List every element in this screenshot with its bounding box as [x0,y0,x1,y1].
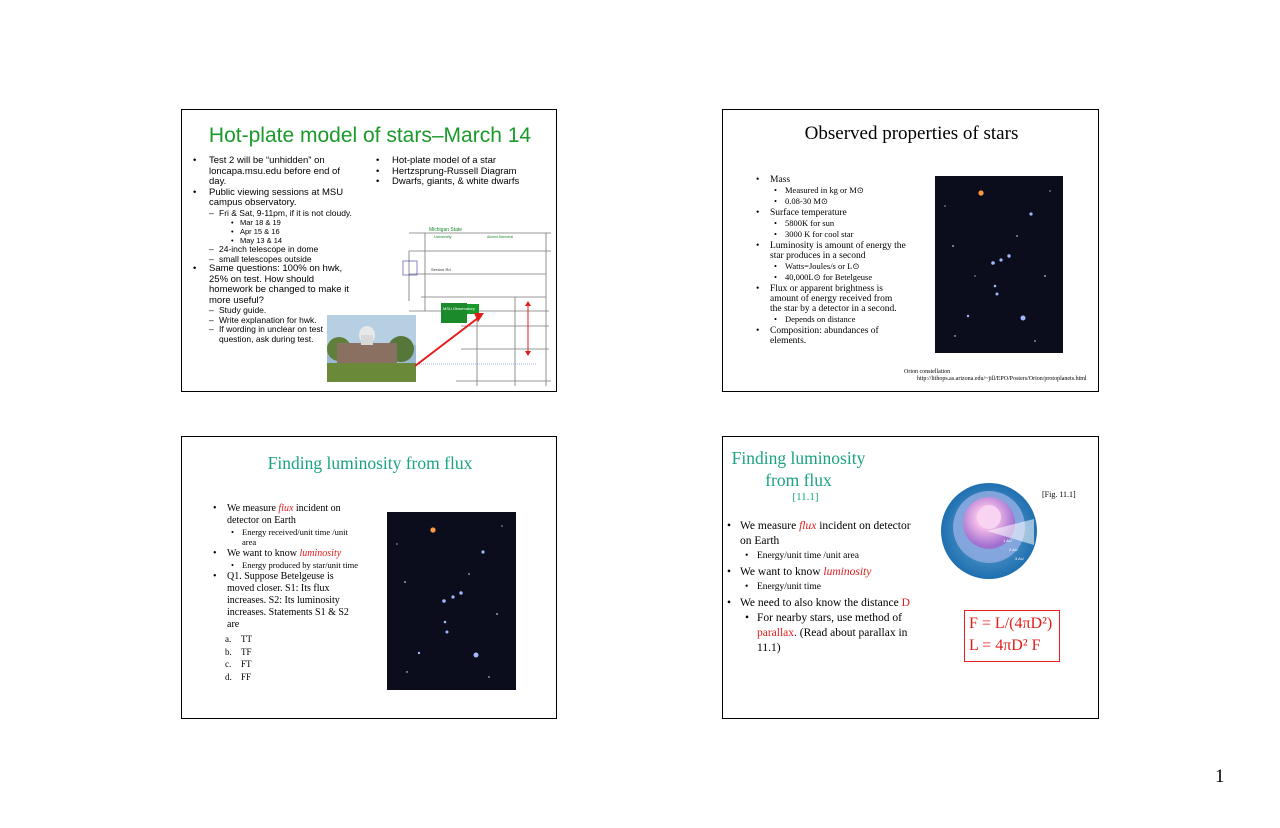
option-value: TT [241,634,252,644]
bullet-flux: • Flux or apparent brightness is amount of energy received from the star by a detector in a second. [756,284,906,314]
bullet-want-luminosity [723,565,913,580]
slide-title: Finding luminosity from flux [267,453,473,473]
luminosity-list-2 [723,517,913,656]
bullet-measure-flux [213,503,363,527]
answer-option [213,646,363,659]
caption-url: http://lithops.as.arizona.edu/~jill/EPO/Posters/Orion/protoplanets.html [917,376,1087,382]
luminosity-list [213,502,363,683]
bullet-question: • Q1. Suppose Betelgeuse is moved closer. S1: Its flux increases. S2: Its luminosity increases. Statements S1 & S2 are [213,571,363,631]
option-value: TF [241,646,252,657]
sphere-label: 1 AU [1003,538,1012,543]
text-post: incident on detector on Earth [227,503,341,526]
date-item: • May 13 & 14 [193,236,353,245]
bullet-dwarfs-giants: • Dwarfs, giants, & white dwarfs [376,177,551,188]
bullet-same-questions: • Same questions: 100% on hwk, 25% on test. How should homework be changed to make it more useful? [193,264,353,306]
sub-telescope-dome: – 24-inch telescope in dome [193,245,353,255]
observatory-photo [327,315,416,382]
slide-finding-luminosity-2 [722,436,1099,719]
luminosity-emphasis: luminosity [299,548,342,559]
bullet-hr-diagram: • Hertzsprung-Russell Diagram [376,167,551,178]
slide-finding-luminosity [181,436,557,719]
sub-item: • 3000 K for cool star [756,229,906,240]
sub-item: • 40,000L⊙ for Betelgeuse [756,272,906,283]
sub-item: • Measured in kg or M⊙ [756,185,906,196]
sub-wording: – If wording in unclear on test question, ask during test. [193,325,353,344]
caption-title: Orion constellation [904,369,951,375]
sub-write-explanation: – Write explanation for hwk. [193,316,353,326]
option-value: FT [241,659,252,669]
option-key: b. [225,646,232,657]
text-post: . (Read about parallax in 11.1) [757,627,908,654]
flux-emphasis: flux [278,503,294,514]
map-label-service-rd: Service Rd [431,267,451,272]
sub-item: • Depends on distance [756,314,906,325]
sub-parallax [723,611,913,656]
option-key: a. [225,634,232,644]
orion-photo [387,512,516,690]
bullet-want-luminosity [213,548,363,560]
formula-box [964,610,1060,662]
section-ref: [11.1] [792,491,819,503]
option-key: d. [225,671,232,682]
text-pre: We need to also know the distance [740,597,902,609]
flux-sphere-figure [939,481,1039,581]
text-pre: For nearby stars, use method of [757,612,902,624]
sphere-label: 3 AU [1015,556,1024,561]
answer-option [213,671,363,684]
option-value: FF [241,671,252,682]
text-pre: We measure [740,520,800,532]
sub-small-telescopes: – small telescopes outside [193,255,353,265]
bullet-hot-plate: • Hot-plate model of a star [376,156,551,167]
title-line-1: Finding luminosity [731,448,866,468]
sub-item: • Energy/unit time /unit area [723,549,913,563]
figure-label: [Fig. 11.1] [1042,490,1076,499]
sub-item: • Energy received/unit time /unit area [213,527,363,547]
orion-caption [904,369,1099,383]
properties-list [756,174,906,346]
date-item: • Apr 15 & 16 [193,227,353,236]
slide-title: Hot-plate model of stars–March 14 [208,124,532,147]
bullet-composition: • Composition: abundances of elements. [756,326,906,346]
bullet-public-viewing: • Public viewing sessions at MSU campus observatory. [193,188,353,209]
bullet-need-distance [723,596,913,611]
sphere-label: 2 AU [1009,547,1018,552]
text-pre: We want to know [740,566,824,578]
slide-observed-properties [722,109,1099,392]
answer-option [213,633,363,646]
sub-item: • 5800K for sun [756,218,906,229]
bullet-luminosity: • Luminosity is amount of energy the star produces in a second [756,241,906,261]
luminosity-emphasis: luminosity [823,566,872,578]
bullet-test2: • Test 2 will be “unhidden” on loncapa.msu.edu before end of day. [193,156,353,188]
formula-luminosity: L = 4πD² F [969,637,1041,654]
orion-photo [935,176,1063,353]
flux-emphasis: flux [799,520,817,532]
slide-title: Observed properties of stars [804,123,1019,144]
sub-item: • Energy produced by star/unit time [213,560,363,570]
option-key: c. [225,659,232,669]
map-label-msu: Michigan State [429,227,463,233]
map-label-observatory-box: MSU Observatory [443,306,475,311]
bullet-surface-temperature: • Surface temperature [756,208,906,218]
sub-item: • Watts=Joules/s or L⊙ [756,261,906,272]
formula-flux: F = L/(4πD²) [969,615,1053,632]
sub-study-guide: – Study guide. [193,306,353,316]
sub-item: • 0.08-30 M⊙ [756,196,906,207]
text-pre: We measure [227,503,279,514]
slide-hot-plate-model [181,109,557,392]
page-number: 1 [1215,766,1225,787]
date-item: • Mar 18 & 19 [193,218,353,227]
right-bullet-list [376,156,551,188]
parallax-word: parallax [757,627,795,639]
map-label-university: University [434,234,452,239]
answer-option [213,658,363,671]
bullet-mass: • Mass [756,175,906,185]
title-line-2: from flux [765,470,832,490]
map-label-alumni: Alumni Memorial [487,235,514,239]
bullet-measure-flux [723,519,913,549]
sub-fri-sat: – Fri & Sat, 9-11pm, if it is not cloudy. [193,209,353,219]
text-pre: We want to know [227,548,300,559]
text-post: incident on detector on Earth [740,520,911,547]
slide-title [723,447,874,491]
distance-d: D [901,597,910,609]
sub-item: • Energy/unit time [723,580,913,594]
pointer-arrow [412,310,487,370]
